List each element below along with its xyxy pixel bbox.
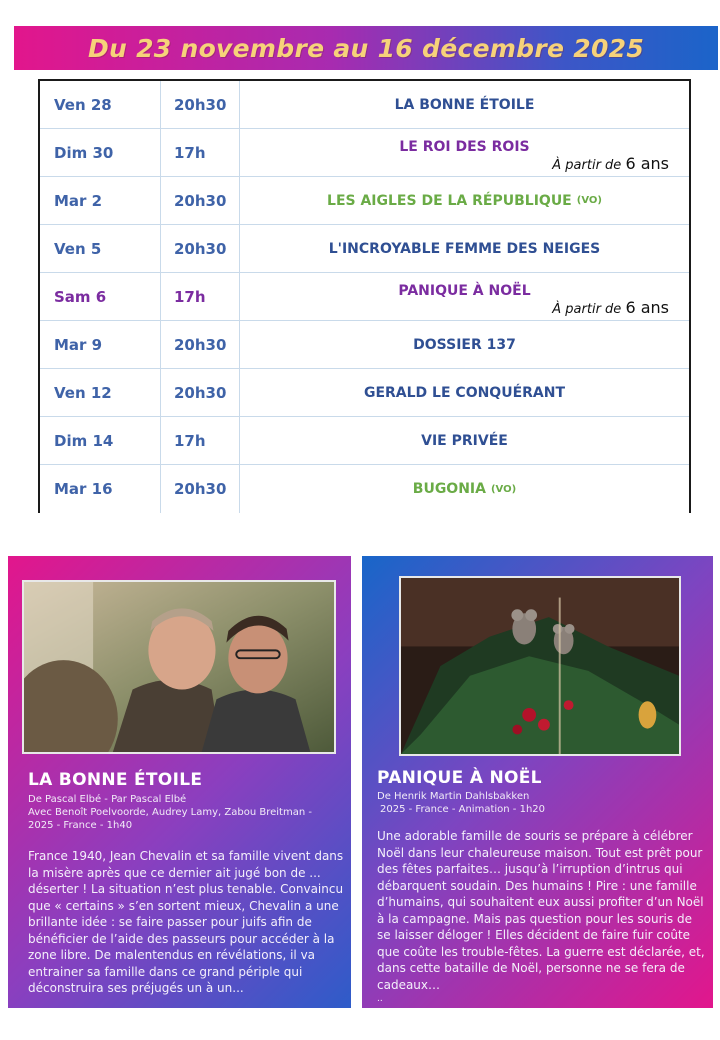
screening-day: Sam 6: [40, 273, 161, 320]
film-credits: [377, 790, 677, 816]
table-row: [40, 465, 689, 513]
film-title: GERALD LE CONQUÉRANT: [363, 384, 566, 401]
film-info: 2025 - France - Animation - 1h20: [380, 804, 546, 815]
screening-time: 17h: [161, 417, 240, 464]
film-title: L'INCROYABLE FEMME DES NEIGES: [328, 240, 601, 257]
date-range-title: Du 23 novembre au 16 décembre 2025: [87, 33, 645, 63]
synopsis-ellipsis: ..: [377, 994, 383, 1004]
film-director: De Henrik Martin Dahlsbakken: [377, 791, 530, 802]
screening-day: Ven 28: [40, 81, 161, 128]
screening-title: [240, 465, 689, 513]
film-title: LA BONNE ÉTOILE: [394, 96, 535, 113]
screening-time: 20h30: [161, 369, 240, 416]
film-title: LE ROI DES ROIS: [399, 138, 530, 155]
screening-time: 20h30: [161, 321, 240, 368]
film-title: DOSSIER 137: [413, 336, 516, 353]
age-value: 6 ans: [625, 298, 669, 317]
table-row: [40, 417, 689, 465]
film-card-la-bonne-etoile: [8, 556, 351, 1008]
screening-title: [240, 417, 689, 464]
table-row: [40, 177, 689, 225]
film-synopsis: [377, 828, 707, 1005]
table-row: [40, 81, 689, 129]
table-row: [40, 273, 689, 321]
film-synopsis-text: Une adorable famille de souris se prépare à célébrer Noël dans leur chaleureuse maison. Tout est prêt pour des fêtes parfaites… jusqu’à l’irruption d’intrus qui débarquent soudain. Des humains ! Pire : une famille d’humains, qui souhaitent eux aussi profiter d’un Noël à la campagne. Mais pas question pour les souris de se laisser déloger ! Elles décident de faire fuir coûte que coûte les trouble-fêtes. La guerre est déclarée, et, dans cette bataille de Noël, personne ne se fera de cadeaux…: [377, 829, 705, 992]
age-value: 6 ans: [625, 154, 669, 173]
age-label: À partir de: [552, 158, 622, 173]
screening-title: [240, 369, 689, 416]
screening-title: [240, 321, 689, 368]
film-title-heading: LA BONNE ÉTOILE: [28, 770, 203, 790]
table-row: [40, 321, 689, 369]
film-title: LES AIGLES DE LA RÉPUBLIQUE: [327, 192, 572, 209]
date-range-banner: [14, 26, 718, 70]
screening-time: 17h: [161, 273, 240, 320]
film-credits: [28, 793, 328, 832]
version-badge: (VO): [576, 195, 602, 206]
screening-title: [240, 81, 689, 128]
version-badge: (VO): [490, 483, 517, 495]
film-card-panique-a-noel: [362, 556, 713, 1008]
screening-day: Mar 9: [40, 321, 161, 368]
screening-time: 20h30: [161, 81, 240, 128]
table-row: [40, 129, 689, 177]
screening-schedule-table: [38, 79, 691, 513]
film-title-heading: PANIQUE À NOËL: [377, 768, 542, 788]
screening-day: Dim 14: [40, 417, 161, 464]
age-label: À partir de: [552, 302, 622, 317]
screening-day: Dim 30: [40, 129, 161, 176]
table-row: [40, 225, 689, 273]
screening-time: 20h30: [161, 465, 240, 513]
screening-day: Ven 12: [40, 369, 161, 416]
screening-day: Mar 2: [40, 177, 161, 224]
film-title: PANIQUE À NOËL: [398, 282, 531, 299]
film-title: BUGONIA: [412, 481, 486, 497]
screening-time: 17h: [161, 129, 240, 176]
screening-title: [240, 225, 689, 272]
age-rating: [552, 154, 669, 173]
age-rating: [552, 298, 669, 317]
screening-title: [240, 177, 689, 224]
screening-time: 20h30: [161, 225, 240, 272]
screening-time: 20h30: [161, 177, 240, 224]
film-synopsis: France 1940, Jean Chevalin et sa famille vivent dans la misère après que ce dernier ait jugé bon de ... déserter ! La situation n’est plus tenable. Convaincu que « certains » s’en sortent mieux, Chevalin a une brillante idée : se faire passer pour juifs afin de bénéficier de l’aide des passeurs pour accéder à la zone libre. De malentendus en révélations, il va entrainer sa famille dans ce grand périple qui déconstruira ses préjugés un à un...: [28, 849, 344, 995]
film-still-photo: [22, 580, 336, 754]
screening-day: Mar 16: [40, 465, 161, 513]
screening-day: Ven 5: [40, 225, 161, 272]
film-title: VIE PRIVÉE: [421, 432, 508, 449]
table-row: [40, 369, 689, 417]
film-cast-info: Avec Benoît Poelvoorde, Audrey Lamy, Zabou Breitman - 2025 - France - 1h40: [28, 807, 312, 831]
film-still-photo: [399, 576, 681, 756]
film-still-image: [24, 582, 334, 752]
film-director: De Pascal Elbé - Par Pascal Elbé: [28, 794, 187, 805]
film-still-image: [401, 578, 679, 754]
